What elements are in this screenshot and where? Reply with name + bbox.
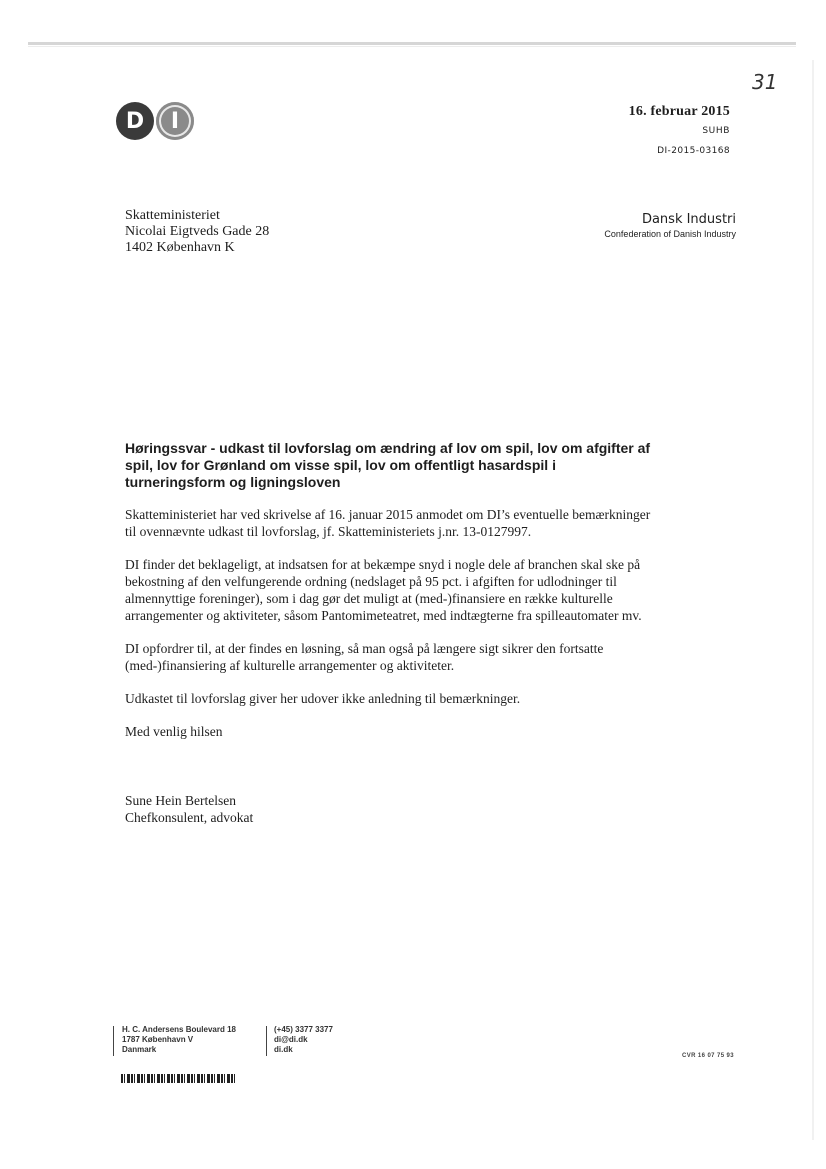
footer-address-line: Danmark xyxy=(122,1045,157,1054)
sender-block xyxy=(604,212,736,239)
footer-address-line: 1787 København V xyxy=(122,1035,194,1044)
body-paragraph: DI opfordrer til, at der findes en løsning, så man også på længere sigt sikrer den fortsatte (med-)finansiering af kulturelle arrangementer og aktiviteter. xyxy=(125,641,604,673)
logo-letter-d: D xyxy=(116,102,154,140)
footer-phone: (+45) 3377 3377 xyxy=(274,1025,333,1034)
signatory-name: Sune Hein Bertelsen xyxy=(125,793,236,808)
body-paragraph: Udkastet til lovforslag giver her udover ikke anledning til bemærkninger. xyxy=(125,691,521,706)
author-initials: SUHB xyxy=(702,126,730,136)
letter-subject: Høringssvar - udkast til lovforslag om ændring af lov om spil, lov om afgifter af spil, lov for Grønland om visse spil, lov om offentligt hasardspil i turneringsform og ligningsloven xyxy=(125,440,651,490)
handwritten-page-mark: 31 xyxy=(752,70,778,94)
recipient-address xyxy=(125,208,269,256)
sender-name: Dansk Industri xyxy=(641,212,736,227)
footer-divider xyxy=(113,1026,114,1056)
footer-email: di@di.dk xyxy=(274,1035,308,1044)
footer-divider xyxy=(266,1026,267,1056)
sender-subtitle: Confederation of Danish Industry xyxy=(604,229,736,239)
scan-edge-shadow xyxy=(28,46,796,47)
footer-web: di.dk xyxy=(274,1045,293,1054)
footer-address-line: H. C. Andersens Boulevard 18 xyxy=(122,1025,236,1034)
letter-date: 16. februar 2015 xyxy=(628,104,730,119)
scan-right-edge xyxy=(812,60,814,1140)
logo-letter-i: I xyxy=(156,102,194,140)
closing-salutation: Med venlig hilsen xyxy=(125,724,223,739)
barcode-icon xyxy=(121,1074,237,1083)
recipient-line: 1402 København K xyxy=(125,240,235,255)
signature-block xyxy=(125,792,253,826)
di-logo xyxy=(116,102,196,142)
recipient-line: Skatteministeriet xyxy=(125,208,220,223)
document-reference: DI-2015-03168 xyxy=(657,146,730,156)
body-paragraph: Skatteministeriet har ved skrivelse af 16. januar 2015 anmodet om DI’s eventuelle bemærkninger til ovennævnte udkast til lovforslag, jf. Skatteministeriets j.nr. 13-0127997. xyxy=(125,507,651,539)
recipient-line: Nicolai Eigtveds Gade 28 xyxy=(125,224,270,239)
signatory-title: Chefkonsulent, advokat xyxy=(125,810,254,825)
footer-contact xyxy=(274,1025,333,1055)
letter-body xyxy=(125,506,655,740)
scan-edge xyxy=(28,42,796,45)
footer-address xyxy=(122,1025,236,1055)
footer-cvr: CVR 16 07 75 93 xyxy=(681,1053,734,1059)
body-paragraph: DI finder det beklageligt, at indsatsen for at bekæmpe snyd i nogle dele af branchen skal ske på bekostning af den velfungerende ordning (nedslaget på 95 pct. i afgiften for udlodninger til almennyttige foreninger), som i dag gør det muligt at (med-)finansiere en række kulturelle arrangementer og aktiviteter, såsom Pantomimeteatret, med indtægterne fra spilleautomater mv. xyxy=(125,557,642,623)
